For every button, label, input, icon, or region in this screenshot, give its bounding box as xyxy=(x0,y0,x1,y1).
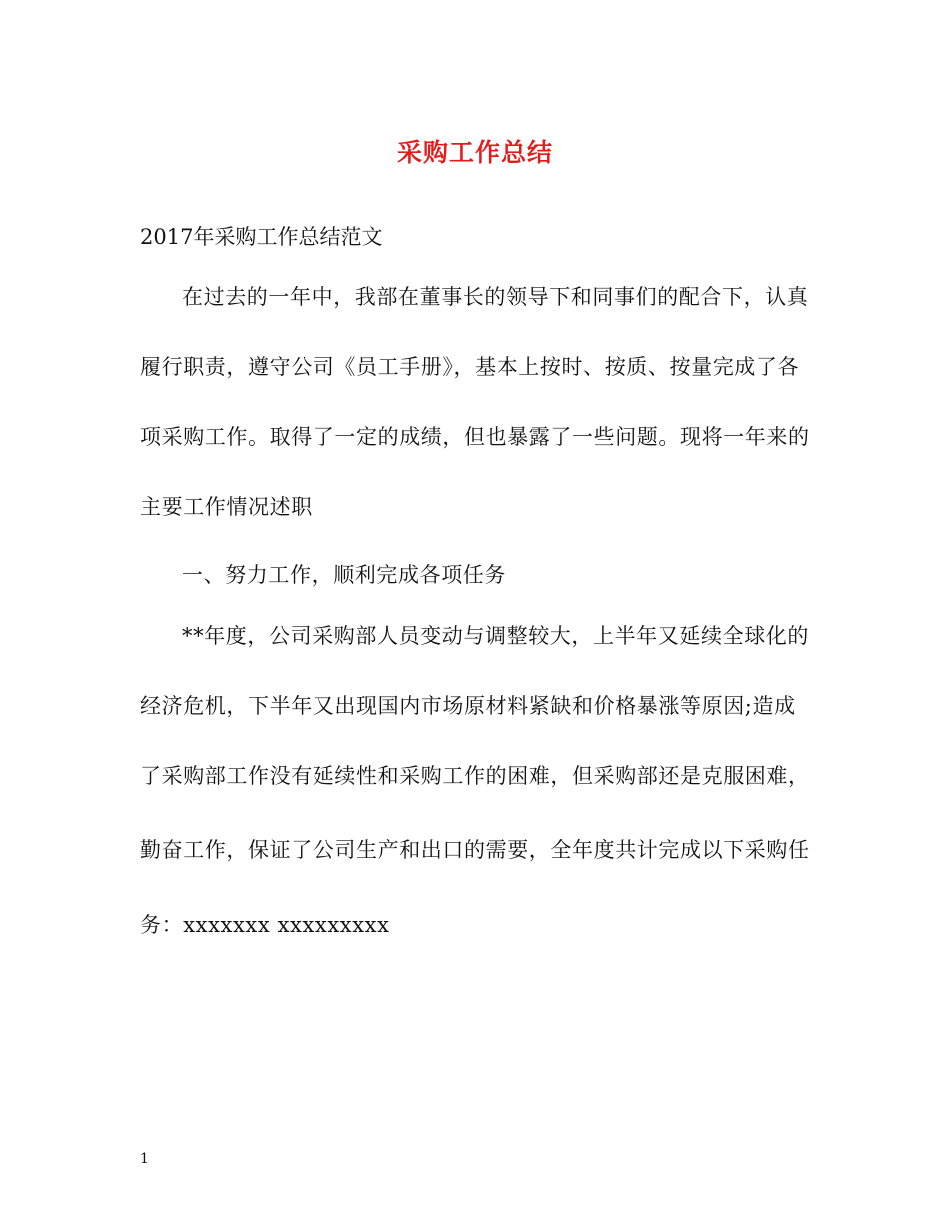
paragraph-1-line-1: 在过去的一年中，我部在董事长的领导下和同事们的配合下，认真 xyxy=(182,285,809,309)
paragraph-1-line-2: 履行职责，遵守公司《员工手册》，基本上按时、按质、按量完成了各 xyxy=(140,355,800,379)
paragraph-2-line-2: 经济危机，下半年又出现国内市场原材料紧缺和价格暴涨等原因;造成 xyxy=(140,694,796,718)
paragraph-2-line-4: 勤奋工作，保证了公司生产和出口的需要，全年度共计完成以下采购任 xyxy=(140,838,810,862)
paragraph-2-line-5: 务：xxxxxxx xxxxxxxxx xyxy=(140,913,390,937)
paragraph-2-line-3: 了采购部工作没有延续性和采购工作的困难，但采购部还是克服困难， xyxy=(140,764,810,788)
document-subtitle: 2017年采购工作总结范文 xyxy=(140,225,383,249)
section-heading-1: 一、努力工作，顺利完成各项任务 xyxy=(182,563,506,587)
paragraph-1-line-4: 主要工作情况述职 xyxy=(140,495,313,519)
page-number: 1 xyxy=(140,1151,149,1167)
paragraph-1-line-3: 项采购工作。取得了一定的成绩，但也暴露了一些问题。现将一年来的 xyxy=(140,425,810,449)
paragraph-2-line-1: **年度，公司采购部人员变动与调整较大，上半年又延续全球化的 xyxy=(182,624,809,648)
document-title: 采购工作总结 xyxy=(396,138,553,167)
